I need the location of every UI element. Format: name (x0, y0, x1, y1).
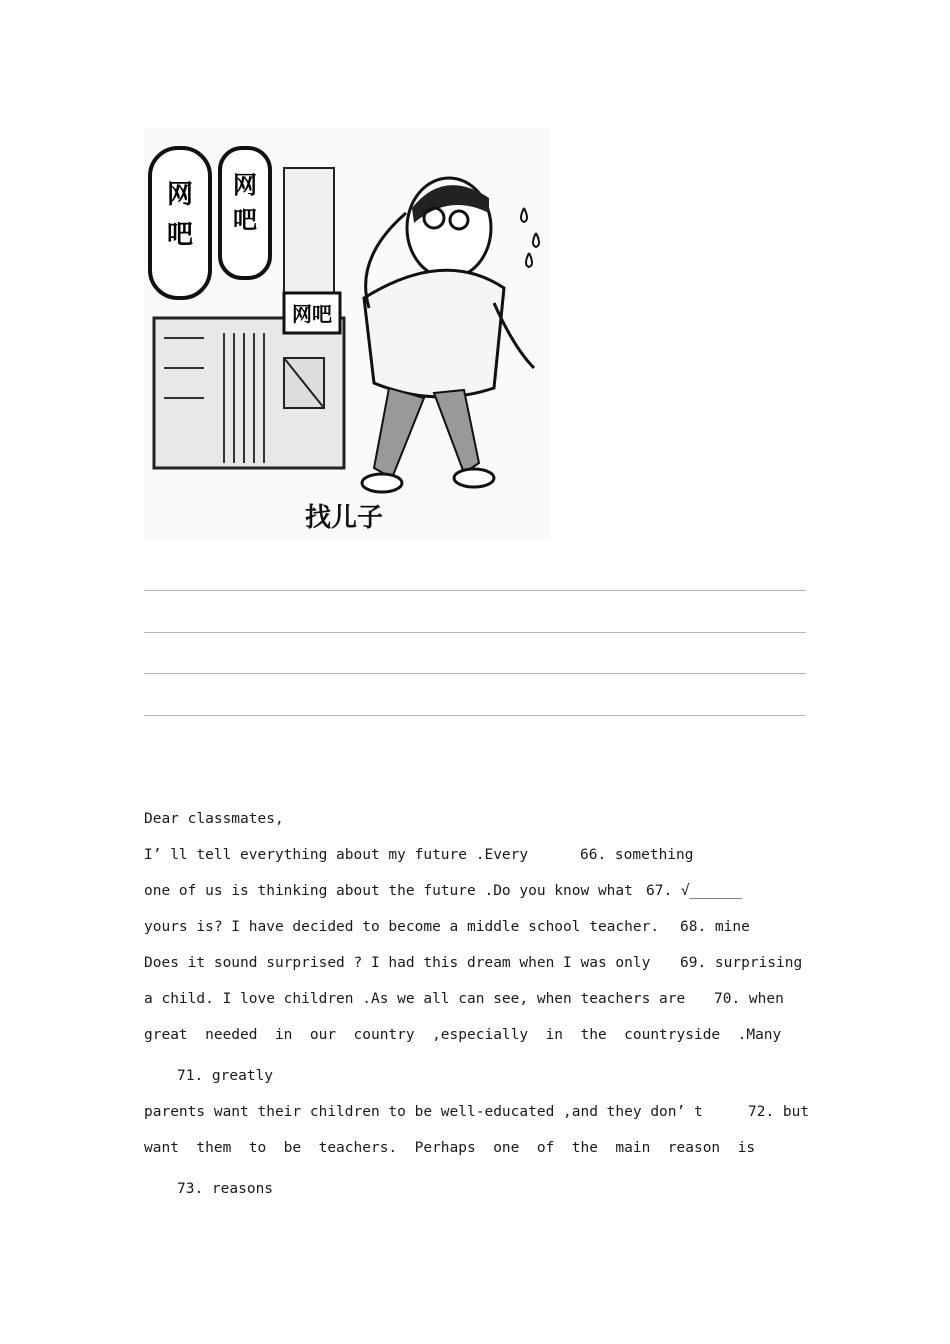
answer-line-2[interactable] (144, 632, 806, 633)
svg-text:吧: 吧 (166, 220, 194, 250)
letter-line-2: one of us is thinking about the future .Do you know what (144, 883, 633, 899)
letter-line-3: yours is? I have decided to become a middle school teacher. (144, 919, 660, 935)
svg-text:吧: 吧 (233, 206, 257, 234)
sign-text-1: 网 (166, 180, 194, 210)
correction-66: 66. something (580, 847, 694, 863)
answer-line-1[interactable] (144, 590, 806, 591)
letter-line-6: great needed in our country ,especially in the countryside .Many (144, 1027, 782, 1043)
letter-line-4: Does it sound surprised ? I had this dream when I was only (144, 955, 651, 971)
correction-72: 72. but (748, 1104, 810, 1120)
correction-71: 71. greatly (177, 1068, 274, 1084)
answer-line-3[interactable] (144, 673, 806, 674)
cartoon-illustration (144, 128, 550, 540)
letter-line-1: I’ ll tell everything about my future .Every (144, 847, 529, 863)
correction-73: 73. reasons (177, 1181, 274, 1197)
correction-68: 68. mine (680, 919, 750, 935)
letter-greeting: Dear classmates, (144, 811, 284, 827)
illustration-caption: 找儿子 (304, 503, 384, 533)
letter-line-5: a child. I love children .As we all can see, when teachers are (144, 991, 686, 1007)
answer-line-4[interactable] (144, 715, 806, 716)
svg-text:网: 网 (233, 171, 257, 199)
correction-69: 69. surprising (680, 955, 803, 971)
letter-line-8: want them to be teachers. Perhaps one of the main reason is (144, 1140, 756, 1156)
correction-70: 70. when (714, 991, 784, 1007)
correction-67: 67. √______ (646, 883, 743, 899)
svg-text:网吧: 网吧 (292, 302, 332, 326)
letter-line-7: parents want their children to be well-educated ,and they don’ t (144, 1104, 703, 1120)
